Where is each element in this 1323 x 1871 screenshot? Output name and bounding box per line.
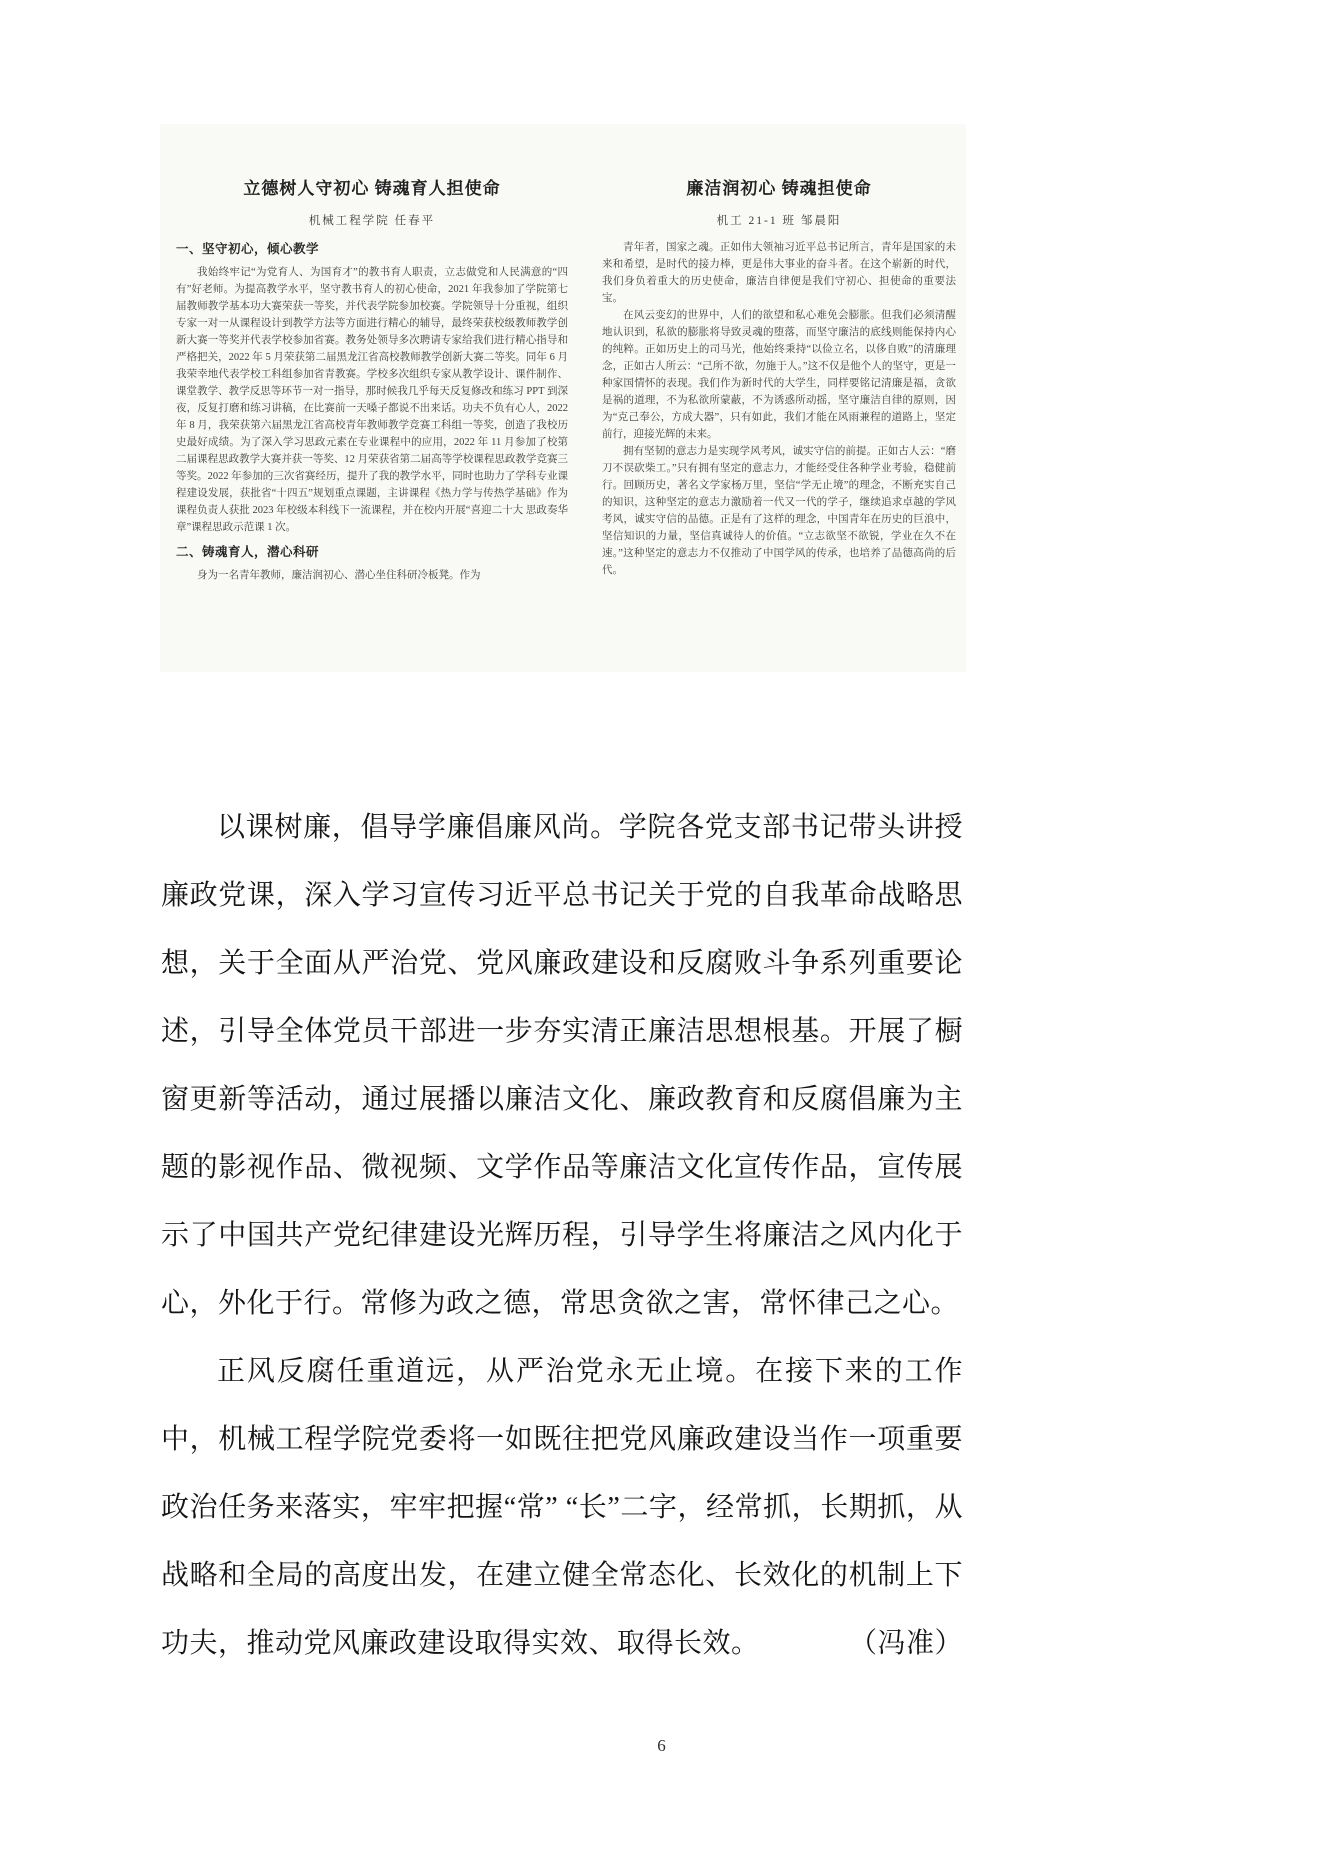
scan-right-paragraph-2: 在风云变幻的世界中，人们的欲望和私心难免会膨胀。但我们必须清醒地认识到，私欲的膨胀将导致灵魂的堕落，而坚守廉洁的底线则能保持内心的纯粹。正如历史上的司马光，他始终秉持“以俭立名，以侈自败”的清廉理念，正如古人所云：“己所不欲，勿施于人。”这不仅是他个人的坚守，更是一种家国情怀的表现。我们作为新时代的大学生，同样要铭记清廉是福，贪欲是祸的道理，不为私欲所蒙蔽，不为诱惑所动摇，坚守廉洁自律的原则，因为“克己奉公，方成大器”，只有如此，我们才能在风雨兼程的道路上，坚定前行，迎接光辉的未来。: [602, 310, 956, 440]
scan-left-section1-heading: 一、坚守初心，倾心教学: [176, 242, 320, 256]
scan-left-section1-paragraph: 我始终牢记“为党育人、为国育才”的教书育人职责，立志做党和人民满意的“四有”好老师。为提高教学水平，坚守教书育人的初心使命，2021 年我参加了学院第七届教师教学基本功大赛荣获一等奖，并代表学院参加校赛。学院领导十分重视，组织专家一对一从课程设计到教学方法等方面进行精心的辅导，最终荣获校级教师教学创新大赛一等奖并代表学校参加省赛。教务处领导多次聘请专家给我们进行精心指导和严格把关，2022 年 5 月荣获第二届黑龙江省高校教师教学创新大赛二等奖。同年 6 月我荣幸地代表学校工科组参加省青教赛。学校多次组织专家从教学设计、课件制作、课堂教学、教学反思等环节一对一指导，那时候我几乎每天反复修改和练习 PPT 到深夜，反复打磨和练习讲稿，在比赛前一天嗓子都说不出来话。功夫不负有心人，2022 年 8 月，我荣获第六届黑龙江省高校青年教师教学竞赛工科组一等奖，创造了我校历史最好成绩。为了深入学习思政元素在专业课程中的应用，2022 年 11 月参加了校第二届课程思政教学大赛并获一等奖、12 月荣获省第二届高等学校课程思政教学竞赛三等奖。2022 年参加的三次省赛经历，提升了我的教学水平，同时也助力了学科专业课程建设发展，获批省“十四五”规划重点课题，主讲课程《热力学与传热学基础》作为课程负责人获批 2023 年校级本科线下一流课程，并在校内开展“喜迎二十大 思政奏华章”课程思政示范课 1 次。: [176, 267, 568, 533]
scan-right-article-title: 廉洁润初心 铸魂担使命: [686, 179, 872, 198]
scan-column-gap: [568, 174, 602, 658]
body-paragraph-1: 以课树廉，倡导学廉倡廉风尚。学院各党支部书记带头讲授廉政党课，深入学习宣传习近平总书记关于党的自我革命战略思想，关于全面从严治党、党风廉政建设和反腐败斗争系列重要论述，引导全体党员干部进一步夯实清正廉洁思想根基。开展了橱窗更新等活动，通过展播以廉洁文化、廉政教育和反腐倡廉为主题的影视作品、微视频、文学作品等廉洁文化宣传作品，宣传展示了中国共产党纪律建设光辉历程，引导学生将廉洁之风内化于心，外化于行。常修为政之德，常思贪欲之害，常怀律己之心。: [161, 812, 963, 1319]
body-paragraph-2: [161, 1338, 963, 1678]
scan-right-paragraph-1: 青年者，国家之魂。正如伟大领袖习近平总书记所言，青年是国家的未来和希望，是时代的接力棒，更是伟大事业的奋斗者。在这个崭新的时代，我们身负着重大的历史使命，廉洁自律便是我们守初心、担使命的重要法宝。: [602, 242, 956, 304]
scan-right-article-byline: 机工 21-1 班 邹晨阳: [716, 215, 842, 227]
scan-left-article-title: 立德树人守初心 铸魂育人担使命: [243, 179, 501, 198]
scan-left-article: [176, 174, 568, 658]
body-paragraph-2-text: 正风反腐任重道远，从严治党永无止境。在接下来的工作中，机械工程学院党委将一如既往把党风廉政建设当作一项重要政治任务来落实，牢牢把握“常” “长”二字，经常抓，长期抓，从战略和全局的高度出发，在建立健全常态化、长效化的机制上下功夫，推动党风廉政建设取得实效、取得长效。: [161, 1356, 963, 1659]
author-signature: （冯准）: [848, 1628, 963, 1659]
scan-left-article-byline: 机械工程学院 任春平: [308, 215, 436, 227]
scan-left-section2-heading: 二、铸魂育人，潜心科研: [176, 545, 320, 559]
document-body: [161, 794, 963, 1678]
scan-right-paragraph-3: 拥有坚韧的意志力是实现学风考风，诚实守信的前提。正如古人云：“磨刀不误砍柴工。”只有拥有坚定的意志力，才能经受住各种学业考验，稳健前行。回顾历史，著名文学家杨万里，坚信“学无止境”的理念，不断充实自己的知识，这种坚定的意志力激励着一代又一代的学子，继续追求卓越的学风考风，诚实守信的品德。正是有了这样的理念，中国青年在历史的巨浪中，坚信知识的力量，坚信真诚待人的价值。“立志欲坚不欲锐，学业在久不在速。”这种坚定的意志力不仅推动了中国学风的传承，也培养了品德高尚的后代。: [602, 446, 956, 576]
scan-left-section2-paragraph: 身为一名青年教师，廉洁润初心、潜心坐住科研冷板凳。作为: [197, 570, 481, 581]
scan-right-article: [602, 174, 956, 658]
scanned-clipping-image: [160, 124, 966, 672]
page-number: 6: [657, 1736, 666, 1755]
